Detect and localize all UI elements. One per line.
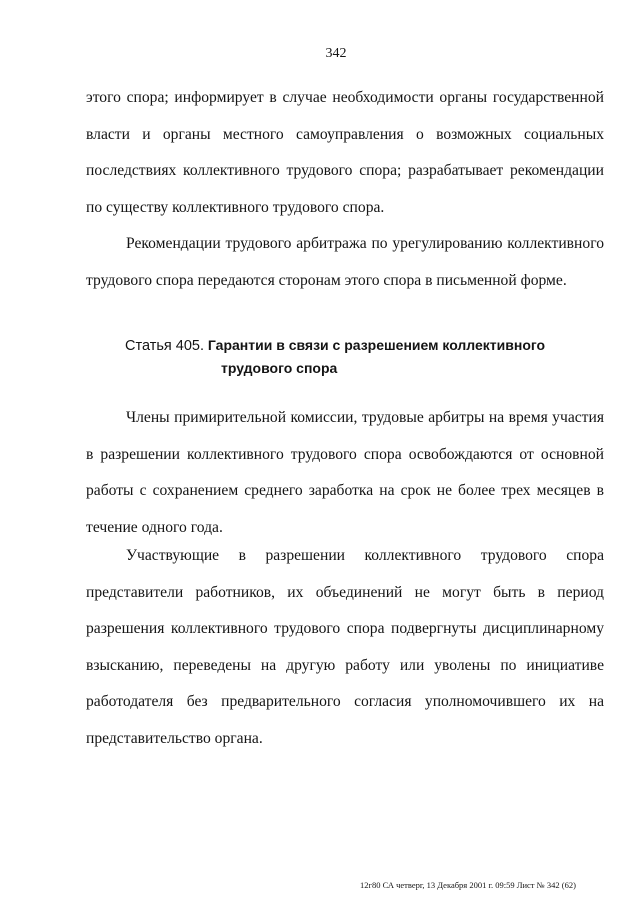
paragraph-text: Рекомендации трудового арбитража по урегулированию коллективного трудового спора передаются сторонам этого спора в письменной форме. <box>86 235 604 289</box>
article-title-line1: Гарантии в связи с разрешением коллективного <box>207 337 546 353</box>
page-number: 342 <box>325 46 347 61</box>
article-heading <box>125 334 615 379</box>
paragraph-representatives <box>86 538 604 757</box>
article-title-line2: трудового спора <box>221 360 338 376</box>
paragraph-text: Участвующие в разрешении коллективного трудового спора представители работников, их объединений не могут быть в период разрешения коллективного трудового спора подвергнуты дисциплинарному взысканию, переведены на другую работу или уволены по инициативе работодателя без предварительного согласия уполномочившего их на представительство органа. <box>86 547 604 747</box>
paragraph-continuation <box>86 80 604 226</box>
document-footer: 12г80 СА четверг, 13 Декабря 2001 г. 09:59 Лист № 342 (62) <box>360 880 576 890</box>
article-label: Статья 405. <box>125 338 204 354</box>
paragraph-commission-members <box>86 400 604 546</box>
paragraph-text: Члены примирительной комиссии, трудовые арбитры на время участия в разрешении коллективного трудового спора освобождаются от основной работы с сохранением среднего заработка на срок не более трех месяцев в течение одного года. <box>86 409 604 536</box>
paragraph-recommendations <box>86 226 604 299</box>
paragraph-text: этого спора; информирует в случае необходимости органы государственной власти и органы местного самоуправления о возможных социальных последствиях коллективного трудового спора; разрабатывает рекомендации по существу коллективного трудового спора. <box>86 89 604 216</box>
